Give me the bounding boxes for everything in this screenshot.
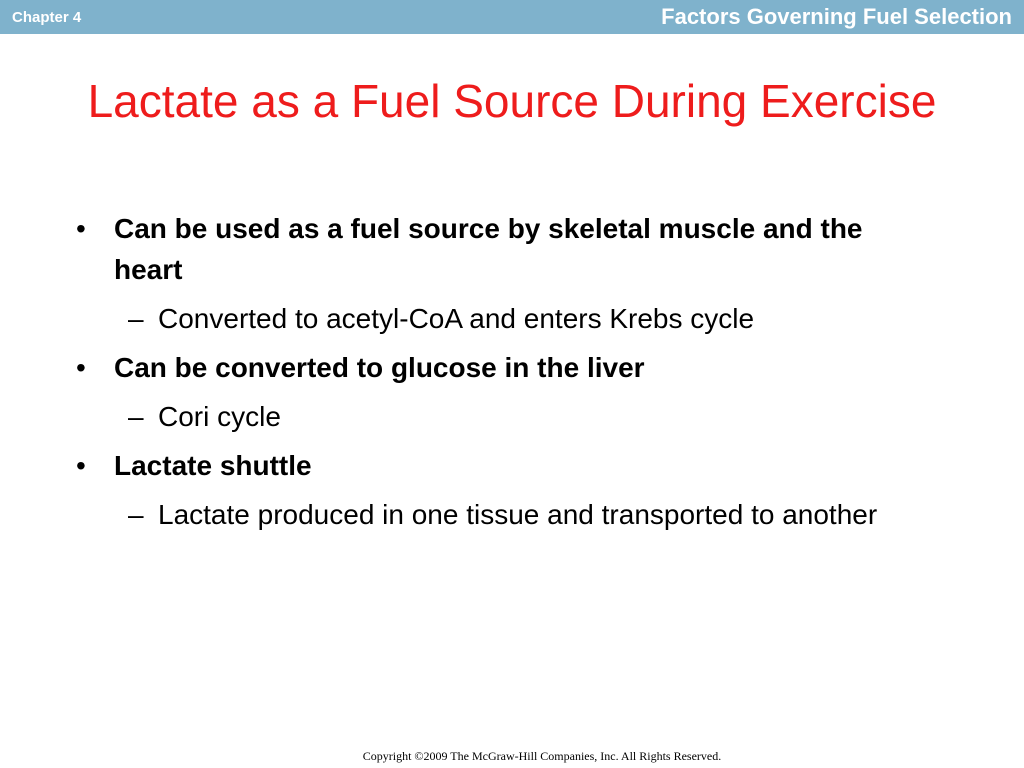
header-bar	[0, 0, 1024, 34]
copyright-notice: Copyright ©2009 The McGraw-Hill Companies, Inc. All Rights Reserved.	[362, 749, 722, 763]
sub-bullet-text: Lactate produced in one tissue and transported to another	[158, 499, 878, 530]
sub-bullet-marker: –	[128, 401, 144, 432]
chapter-label: Chapter 4	[12, 9, 82, 26]
bullet-item	[72, 208, 932, 290]
sub-bullet-marker: –	[128, 303, 144, 334]
bullet-text: Can be converted to glucose in the liver	[114, 352, 645, 383]
bullet-marker: •	[76, 352, 86, 383]
sub-bullet-text: Converted to acetyl-CoA and enters Krebs cycle	[158, 303, 755, 334]
bullet-marker: •	[76, 450, 86, 481]
bullet-list	[72, 208, 932, 543]
sub-bullet-item	[72, 397, 932, 437]
sub-bullet-marker: –	[128, 499, 144, 530]
bullet-text: Lactate shuttle	[114, 450, 312, 481]
sub-bullet-item	[72, 495, 932, 535]
slide-title: Lactate as a Fuel Source During Exercise	[87, 75, 937, 127]
bullet-item	[72, 347, 932, 388]
section-label: Factors Governing Fuel Selection	[661, 4, 1012, 29]
bullet-marker: •	[76, 213, 86, 244]
sub-bullet-text: Cori cycle	[158, 401, 281, 432]
bullet-item	[72, 445, 932, 486]
bullet-text: Can be used as a fuel source by skeletal muscle and the heart	[114, 213, 863, 285]
sub-bullet-item	[72, 299, 932, 339]
